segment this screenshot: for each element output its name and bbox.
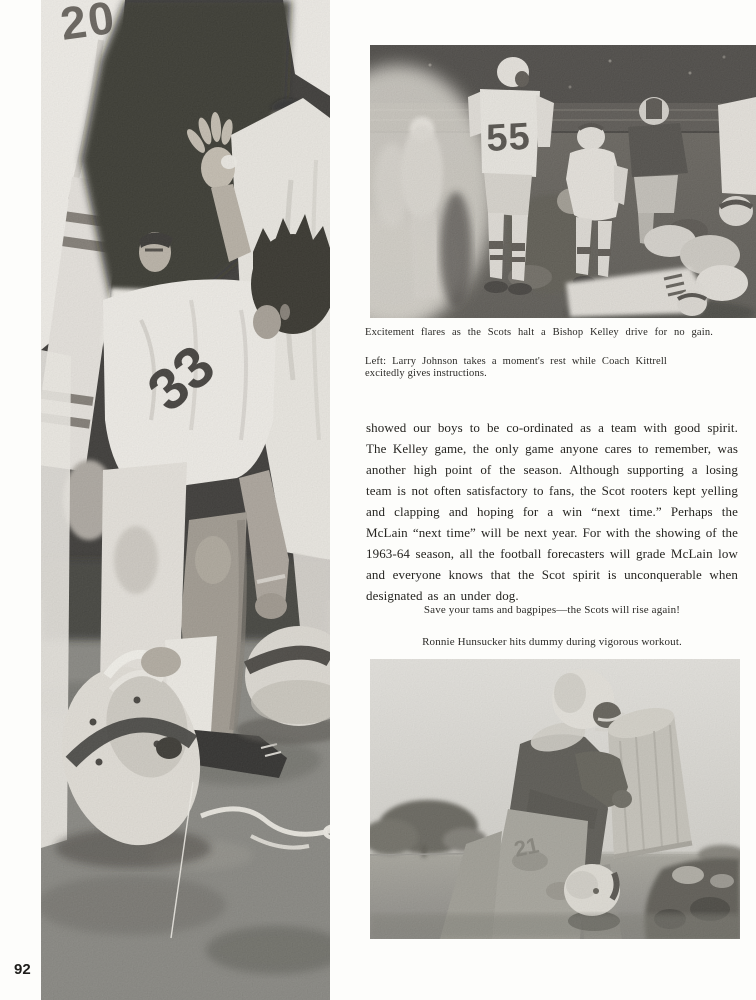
photo-larry-johnson (41, 0, 330, 1000)
photo-workout (370, 659, 740, 939)
photo-workout-art (370, 659, 740, 939)
caption-game: Excitement flares as the Scots halt a Bishop Kelley drive for no gain. (365, 327, 713, 338)
caption-workout: Ronnie Hunsucker hits dummy during vigorous workout. (422, 636, 682, 648)
body-paragraph: showed our boys to be co-ordinated as a team with good spirit. The Kelley game, the only game anyone cares to remember, was another high point of the season. Although supporting a losing team is not often satisfactory to fans, the Scot rooters kept yelling and clapping and hoping for a win “next time.” Perhaps the McLain “next time” will be next year. For with the showing of the 1963-64 season, all the football forecasters will grade McLain low and everyone knows that the Scot spirit is unconquerable when designated as an under dog. (366, 420, 738, 603)
photo-game-action (370, 45, 756, 318)
page-number: 92 (14, 961, 31, 978)
photo-larry-johnson-art (41, 0, 330, 1000)
photo-game-action-art (370, 45, 756, 318)
caption-rally: Save your tams and bagpipes—the Scots will rise again! (423, 604, 681, 616)
caption-left-photo: Left: Larry Johnson takes a moment's rest while Coach Kittrell excitedly gives instructions. (365, 356, 667, 379)
